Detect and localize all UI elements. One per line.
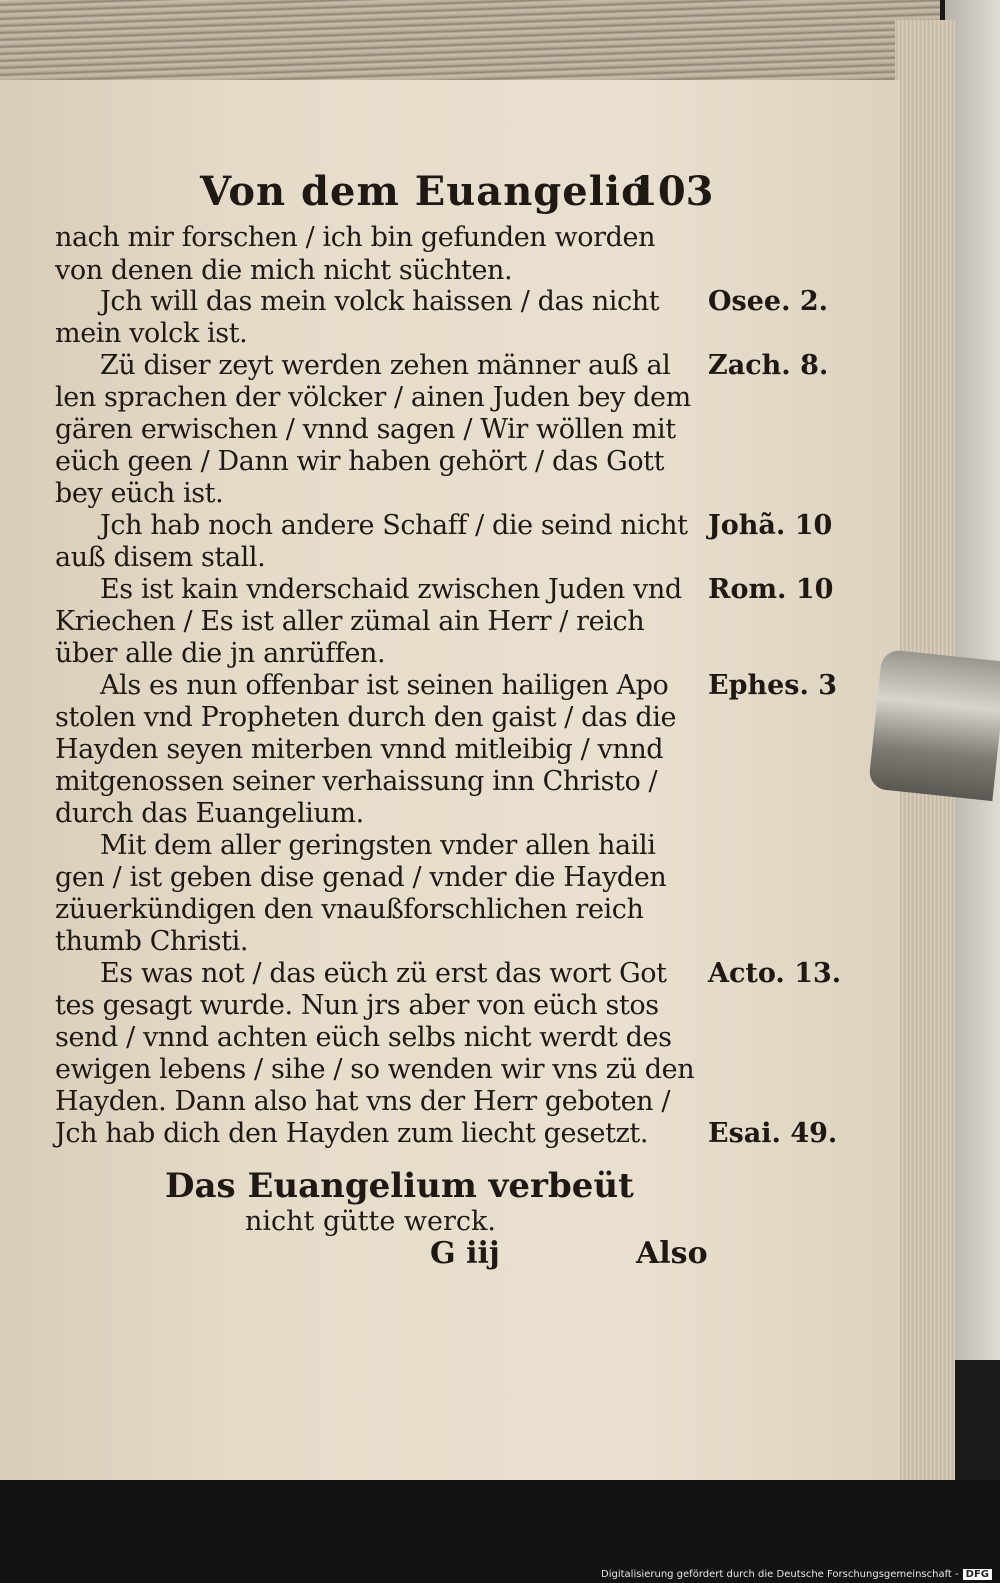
page-number: 103: [630, 168, 714, 215]
text-line: Als es nun offenbar ist seinen hailigen Apo: [100, 670, 669, 701]
text-line: tes gesagt wurde. Nun jrs aber von eüch stos: [55, 990, 659, 1021]
text-line: Mit dem aller geringsten vnder allen haili: [100, 830, 656, 861]
text-line: auß disem stall.: [55, 542, 266, 573]
text-line: eüch geen / Dann wir haben gehört / das Gott: [55, 446, 665, 477]
text-line: send / vnnd achten eüch selbs nicht werdt des: [55, 1022, 672, 1053]
text-line: Hayden. Dann also hat vns der Herr geboten /: [55, 1086, 671, 1117]
text-line: durch das Euangelium.: [55, 798, 364, 829]
text-line: über alle die jn anrüffen.: [55, 638, 386, 669]
text-line: mein volck ist.: [55, 318, 248, 349]
section-heading: Das Euangelium verbeüt: [165, 1166, 634, 1206]
text-line: thumb Christi.: [55, 926, 249, 957]
catchword: Also: [636, 1236, 708, 1271]
credit-text: Digitalisierung gefördert durch die Deutsche Forschungsgemeinschaft -: [601, 1569, 959, 1580]
page-edges: [0, 0, 940, 90]
margin-reference: Osee. 2.: [708, 286, 829, 317]
margin-reference: Rom. 10: [708, 574, 834, 605]
book-clasp: [868, 649, 1000, 801]
scan-background: [0, 1480, 1000, 1583]
text-line: nach mir forschen / ich bin gefunden worden: [55, 222, 656, 253]
margin-reference: Johã. 10: [708, 510, 833, 541]
margin-reference: Zach. 8.: [708, 350, 829, 381]
text-line: Jch hab dich den Hayden zum liecht gesetzt.: [55, 1118, 649, 1149]
section-heading-subline: nicht gütte werck.: [245, 1206, 496, 1237]
text-line: stolen vnd Propheten durch den gaist / das die: [55, 702, 677, 733]
margin-reference: Esai. 49.: [708, 1118, 838, 1149]
text-line: von denen die mich nicht süchten.: [55, 255, 513, 286]
text-line: bey eüch ist.: [55, 478, 224, 509]
text-line: züuerkündigen den vnaußforschlichen reich: [55, 894, 644, 925]
margin-reference: Ephes. 3: [708, 670, 838, 701]
text-line: Kriechen / Es ist aller zümal ain Herr / reich: [55, 606, 645, 637]
text-line: ewigen lebens / sihe / so wenden wir vns zü den: [55, 1054, 695, 1085]
text-line: Jch hab noch andere Schaff / die seind nicht: [100, 510, 688, 541]
digitization-credit: [601, 1569, 992, 1580]
text-line: mitgenossen seiner verhaissung inn Christo /: [55, 766, 658, 797]
text-line: gen / ist geben dise genad / vnder die Hayden: [55, 862, 667, 893]
signature-mark: G iij: [430, 1236, 500, 1271]
text-line: gären erwischen / vnnd sagen / Wir wöllen mit: [55, 414, 676, 445]
text-line: Zü diser zeyt werden zehen männer auß al: [100, 350, 671, 381]
text-line: Jch will das mein volck haissen / das nicht: [100, 286, 660, 317]
text-line: Es ist kain vnderschaid zwischen Juden vnd: [100, 574, 682, 605]
margin-reference: Acto. 13.: [708, 958, 842, 989]
text-line: len sprachen der völcker / ainen Juden bey dem: [55, 382, 691, 413]
dfg-logo: DFG: [963, 1569, 992, 1580]
text-line: Es was not / das eüch zü erst das wort Got: [100, 958, 667, 989]
text-line: Hayden seyen miterben vnnd mitleibig / vnnd: [55, 734, 664, 765]
running-title: Von dem Euangelio: [200, 168, 649, 215]
